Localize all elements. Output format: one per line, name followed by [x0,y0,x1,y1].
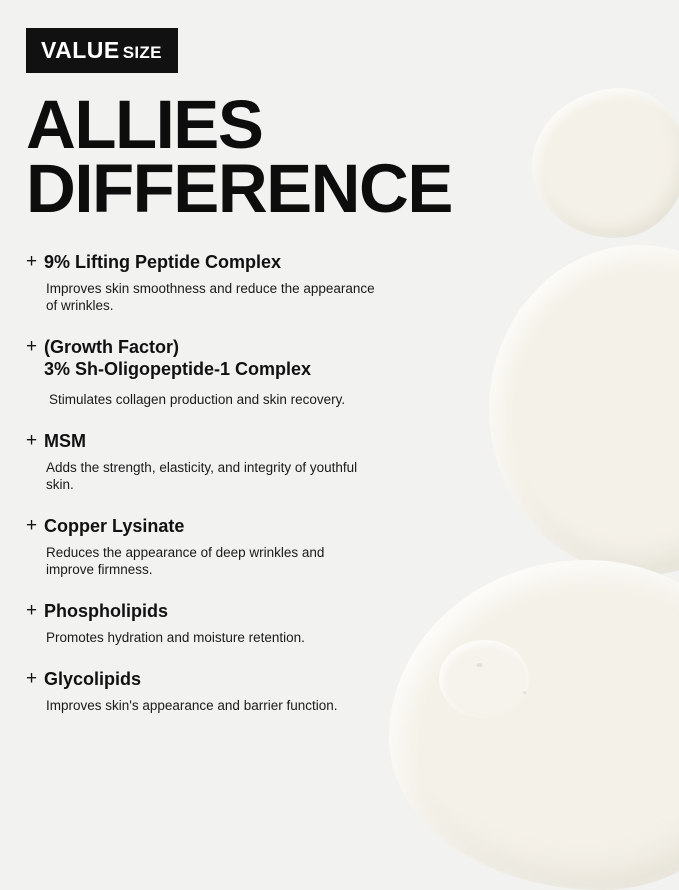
plus-icon: + [26,515,38,537]
feature-title-line: Copper Lysinate [44,516,185,537]
feature-title [44,515,184,537]
plus-icon: + [26,430,38,452]
badge-size-text: SIZE [122,43,162,62]
feature-heading [26,430,655,452]
plus-icon: + [26,668,38,690]
feature-title-line: (Growth Factor) [44,337,179,358]
feature-title [44,668,141,690]
headline-line-1: ALLIES [26,86,263,163]
feature-description: Improves skin smoothness and reduce the appearance of wrinkles. [46,281,375,314]
feature-heading [26,668,655,690]
feature-description: Improves skin's appearance and barrier function. [46,698,338,714]
headline-line-2: DIFFERENCE [26,150,452,228]
feature-title [44,600,168,622]
feature-list [26,251,655,714]
feature-title [44,430,86,452]
page-title [26,86,655,228]
list-item [26,251,655,314]
plus-icon: + [26,336,38,358]
feature-title-line: 3% Sh-Oligopeptide-1 Complex [44,359,312,380]
list-item [26,336,655,408]
feature-description: Stimulates collagen production and skin recovery. [49,392,346,408]
feature-description: Reduces the appearance of deep wrinkles and improve firmness. [46,545,325,578]
feature-heading [26,336,655,380]
plus-icon: + [26,600,38,622]
feature-description: Promotes hydration and moisture retention. [46,630,305,646]
feature-title-line: Phospholipids [44,601,168,622]
list-item [26,600,655,646]
feature-title-line: Glycolipids [44,669,142,690]
feature-title [44,251,281,273]
feature-heading [26,251,655,273]
feature-title-line: MSM [44,431,86,452]
value-size-badge [26,28,178,73]
badge-value-text: VALUE [41,37,120,63]
plus-icon: + [26,251,38,273]
feature-title [44,336,311,380]
list-item [26,668,655,714]
feature-heading [26,515,655,537]
feature-heading [26,600,655,622]
feature-title-line: 9% Lifting Peptide Complex [44,252,282,273]
list-item [26,515,655,578]
list-item [26,430,655,493]
feature-description: Adds the strength, elasticity, and integrity of youthful skin. [46,460,358,493]
